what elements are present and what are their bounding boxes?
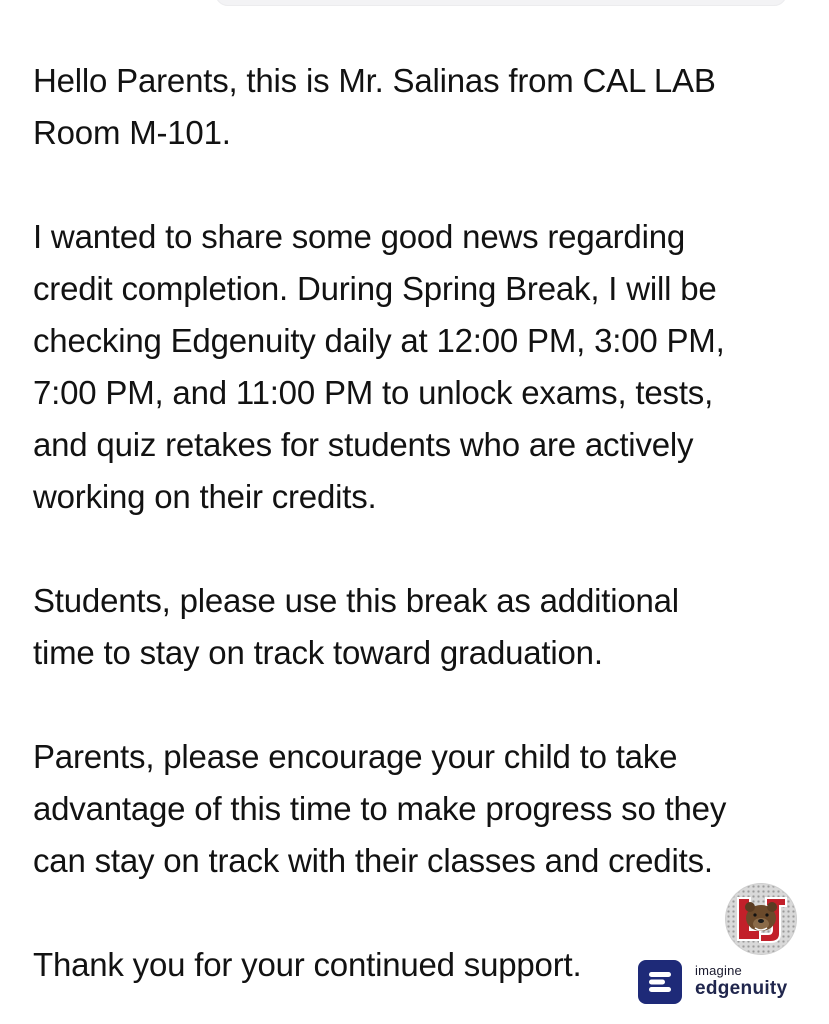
message-body — [33, 55, 823, 991]
bear-mascot-icon — [726, 884, 796, 954]
logo-small-text: imagine — [695, 963, 742, 978]
top-bar-pill — [215, 0, 787, 6]
logo-big-text: edgenuity — [695, 978, 788, 999]
students-paragraph: Students, please use this break as additional time to stay on track toward graduation. — [33, 582, 679, 671]
edgenuity-mark-icon — [638, 960, 682, 1004]
imagine-edgenuity-logo — [634, 957, 795, 1007]
logo-wordmark — [695, 964, 787, 1000]
thanks-paragraph: Thank you for your continued support. — [33, 946, 582, 983]
parents-paragraph: Parents, please encourage your child to take advantage of this time to make progress so they can stay on track with their classes and credits. — [33, 738, 727, 879]
greeting-paragraph: Hello Parents, this is Mr. Salinas from CAL LAB Room M-101. — [33, 62, 716, 151]
news-paragraph: I wanted to share some good news regarding credit completion. During Spring Break, I will be checking Edgenuity daily at 12:00 PM, 3:00 PM, 7:00 PM, and 11:00 PM to unlock exams, tests, and quiz retakes for students who are actively working on their credits. — [33, 218, 725, 515]
